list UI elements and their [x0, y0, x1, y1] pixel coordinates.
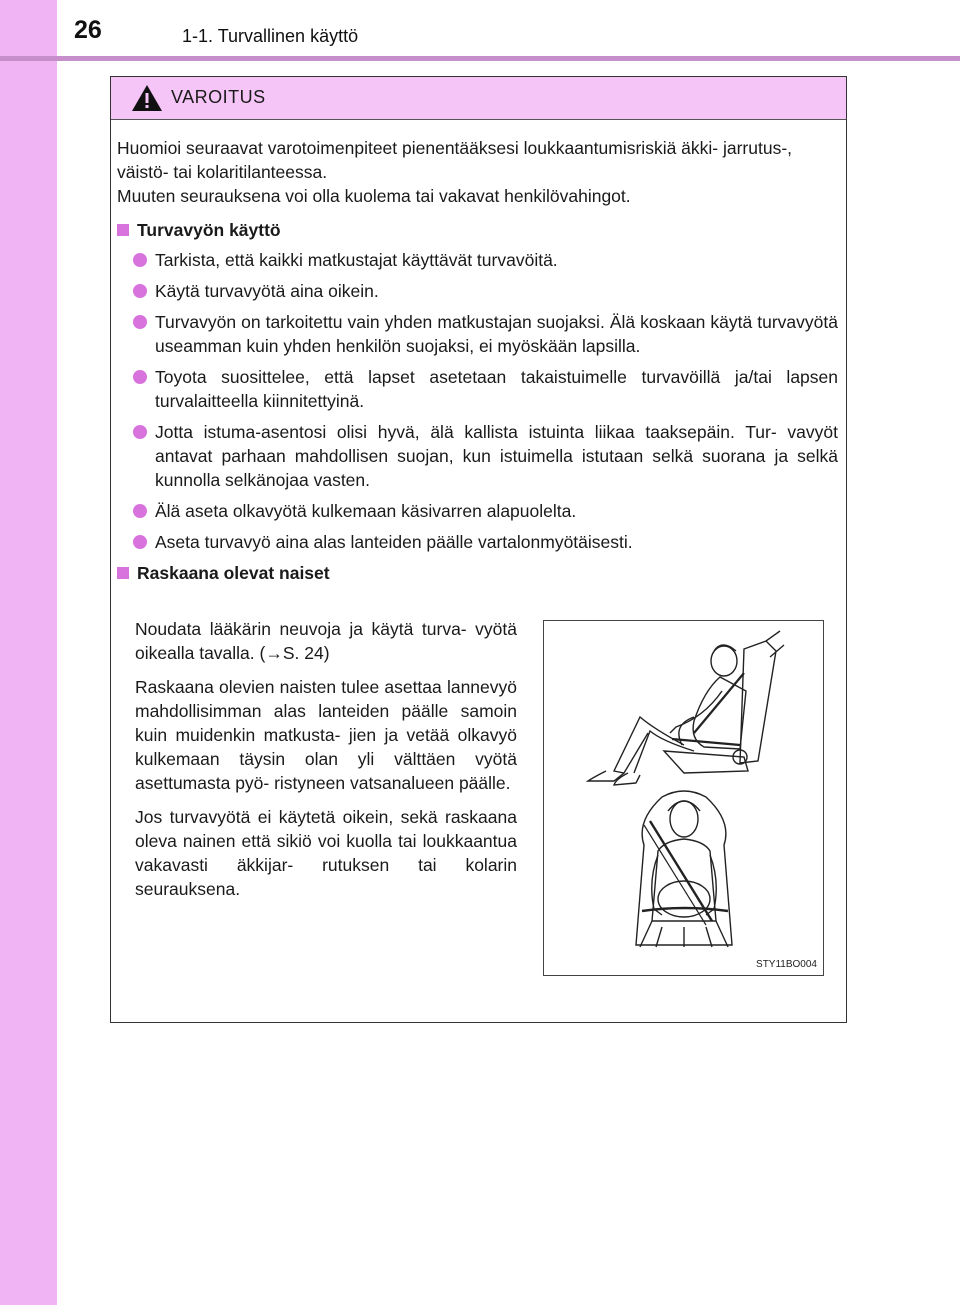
header-rule: [0, 56, 960, 61]
pregnancy-text: [135, 617, 517, 911]
list-item: Tarkista, että kaikki matkustajat käyttävät turvavöitä.: [117, 248, 838, 272]
seated-pregnant-woman-side-view: [544, 621, 823, 791]
list-item: Toyota suosittelee, että lapset asetetaan takaistuimelle turvavöillä ja/tai lapsen turvalaitteella kiinnitettyinä.: [117, 365, 838, 413]
subheading-seatbelt-use: Turvavyön käyttö: [117, 218, 838, 242]
seated-pregnant-woman-front-view: [544, 781, 823, 951]
figure-code: STY11BO004: [756, 959, 817, 970]
side-color-strip: [0, 0, 57, 1305]
pregnant-seatbelt-illustration: [543, 620, 824, 976]
warning-header: [111, 77, 846, 120]
warning-box: [110, 76, 847, 1023]
intro-line: Huomioi seuraavat varotoimenpiteet pienentääksesi loukkaantumisriskiä äkki- jarrutus-, väistö- tai kolaritilanteessa.: [117, 138, 793, 182]
list-item: Jotta istuma-asentosi olisi hyvä, älä kallista istuinta liikaa taaksepäin. Tur- vavyöt antavat parhaan mahdollisen suojan, kun istuimella istutaan selkä suorana ja selkä kunnolla selkänojaa vasten.: [117, 420, 838, 492]
list-item: Turvavyön on tarkoitettu vain yhden matkustajan suojaksi. Älä koskaan käytä turvavyötä useamman kuin yhden henkilön suojaksi, ei myöskään lapsilla.: [117, 310, 838, 358]
square-bullet-icon: [117, 567, 129, 579]
circle-bullet-icon: [133, 425, 147, 439]
circle-bullet-icon: [133, 284, 147, 298]
warning-title: VAROITUS: [171, 87, 266, 107]
circle-bullet-icon: [133, 370, 147, 384]
circle-bullet-icon: [133, 504, 147, 518]
paragraph: Noudata lääkärin neuvoja ja käytä turva- vyötä oikealla tavalla. (→S. 24): [135, 619, 517, 663]
circle-bullet-icon: [133, 253, 147, 267]
paragraph: Jos turvavyötä ei käytetä oikein, sekä raskaana oleva nainen että sikiö voi kuolla tai loukkaantua vakavasti äkkijar- rutuksen tai kolarin seurauksena.: [135, 807, 517, 899]
warning-body: [111, 120, 846, 585]
square-bullet-icon: [117, 224, 129, 236]
list-item: Älä aseta olkavyötä kulkemaan käsivarren alapuolelta.: [117, 499, 838, 523]
page-header: [0, 0, 960, 62]
page-number: 26: [74, 16, 102, 44]
circle-bullet-icon: [133, 315, 147, 329]
intro-line: Muuten seurauksena voi olla kuolema tai vakavat henkilövahingot.: [117, 186, 631, 206]
subheading-pregnant-women: Raskaana olevat naiset: [117, 561, 838, 585]
warning-intro: [117, 136, 838, 208]
list-item: Aseta turvavyö aina alas lanteiden päälle vartalonmyötäisesti.: [117, 530, 838, 554]
list-item: Käytä turvavyötä aina oikein.: [117, 279, 838, 303]
warning-triangle-icon: [131, 84, 163, 112]
circle-bullet-icon: [133, 535, 147, 549]
paragraph: Raskaana olevien naisten tulee asettaa lannevyö mahdollisimman alas lanteiden päälle samoin kuin muidenkin matkusta- jien ja vetää olkavyö kulkemaan täysin olan yli välttäen vyötä asettumasta pyö- ristyneen vatsanalueen päälle.: [135, 677, 517, 793]
seatbelt-bullet-list: [117, 248, 838, 554]
section-title: 1-1. Turvallinen käyttö: [182, 26, 359, 46]
